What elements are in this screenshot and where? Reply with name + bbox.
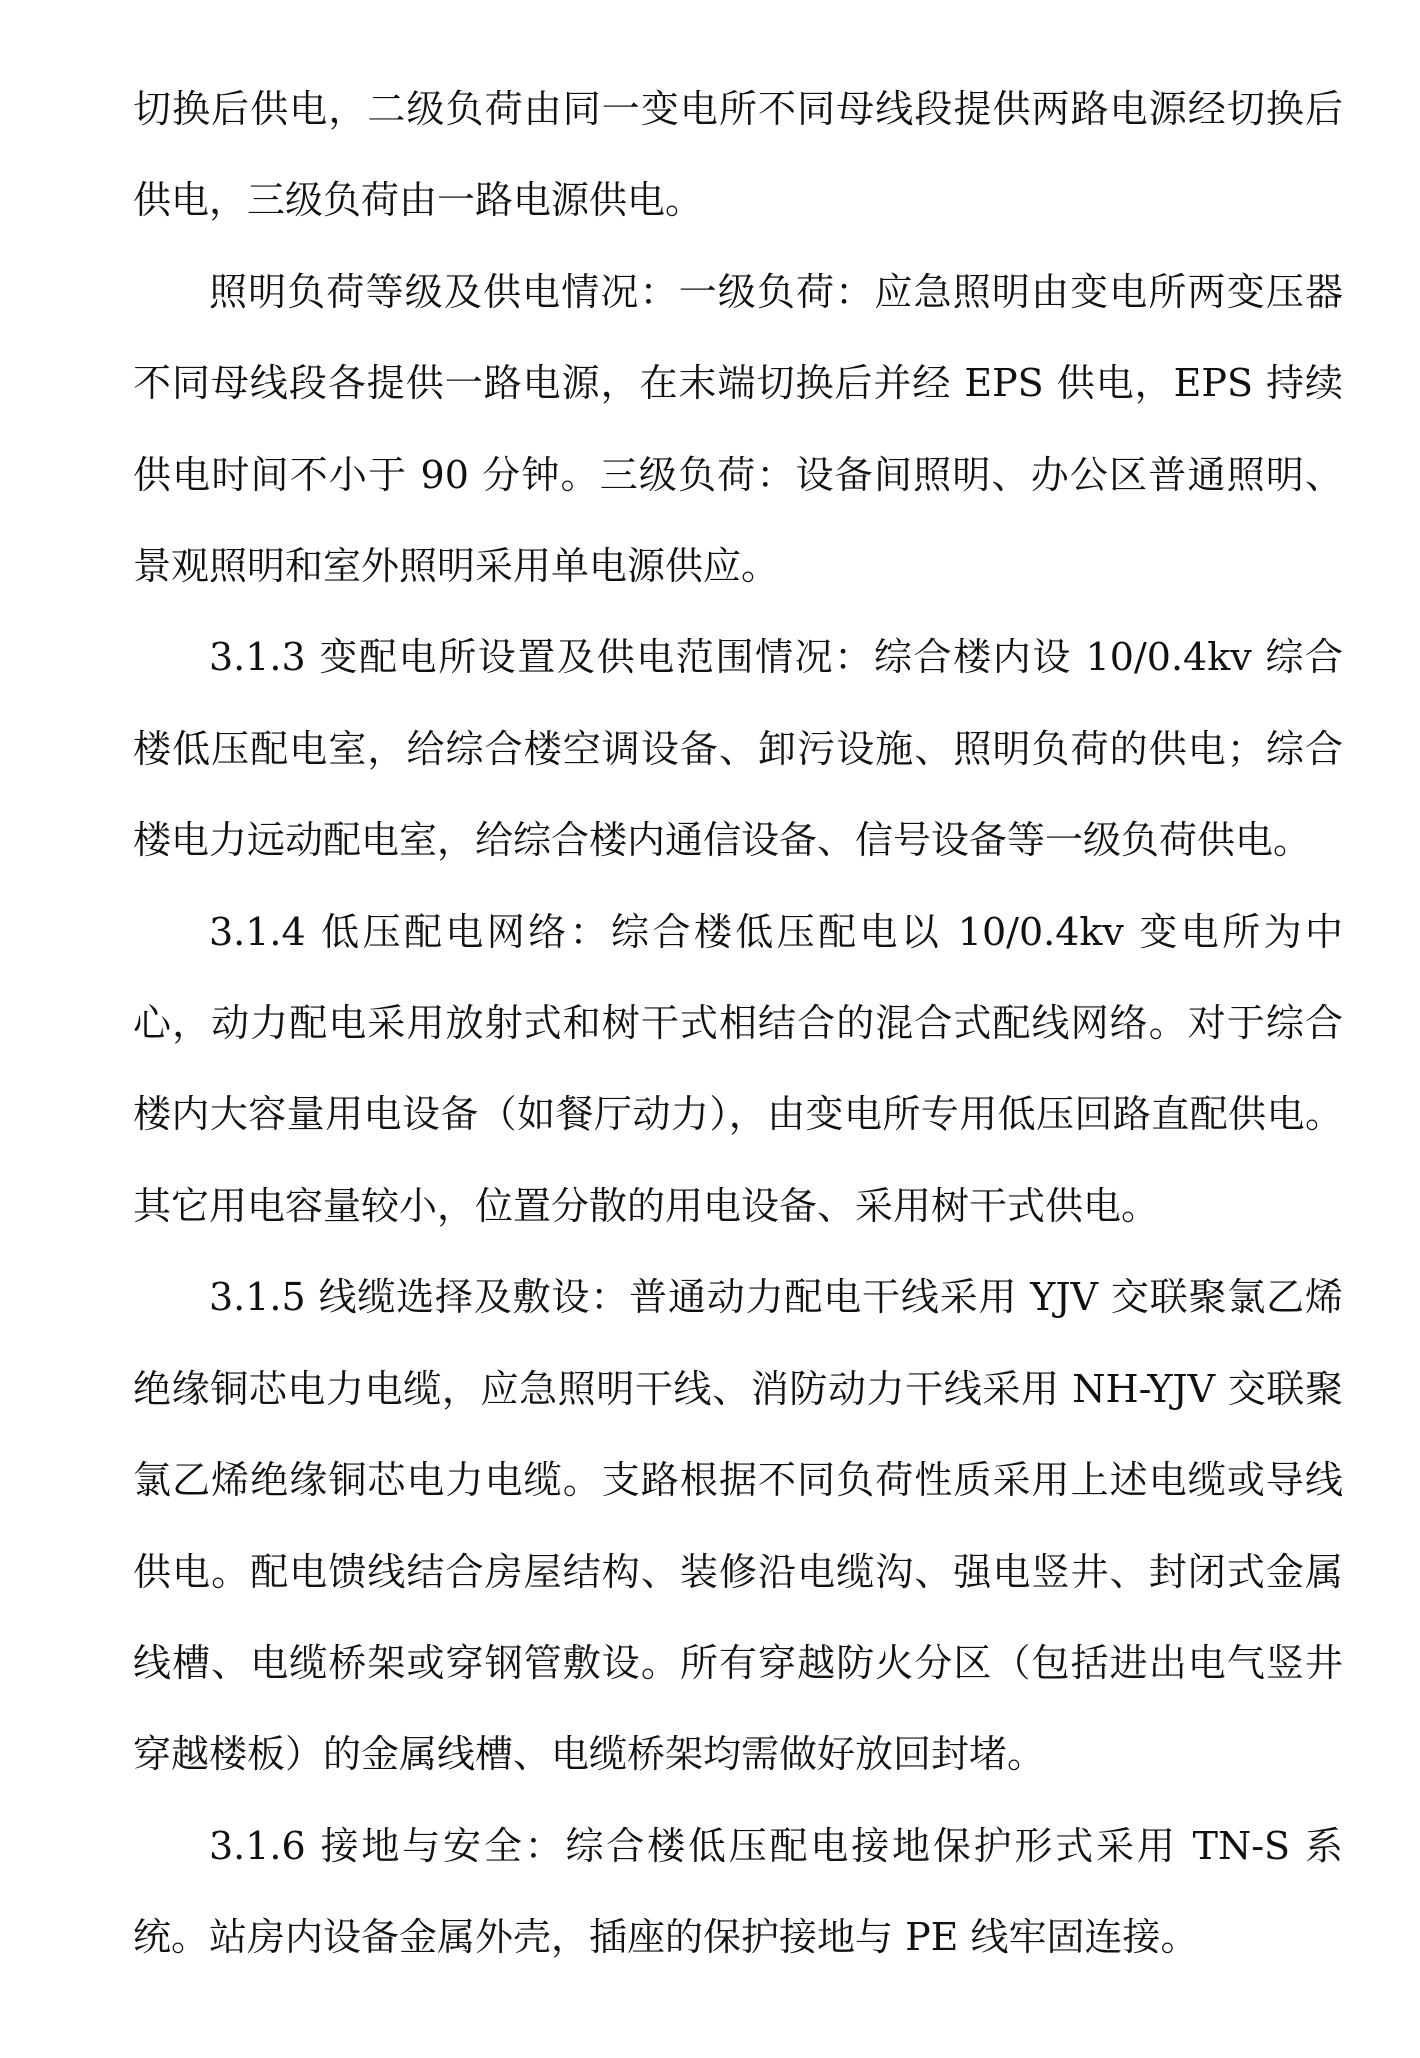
paragraph-3-1-3-substation: 3.1.3 变配电所设置及供电范围情况：综合楼内设 10/0.4kv 综合楼低压配电室，给综合楼空调设备、卸污设施、照明负荷的供电；综合楼电力远动配电室，给综合楼内通信设备、信号设备等一级负荷供电。	[133, 635, 1343, 863]
paragraph-3-1-5-cable-selection: 3.1.5 线缆选择及敷设：普通动力配电干线采用 YJV 交联聚氯乙烯绝缘铜芯电力电缆，应急照明干线、消防动力干线采用 NH-YJV 交联聚氯乙烯绝缘铜芯电力电缆。支路根据不同负荷性质采用上述电缆或导线供电。配电馈线结合房屋结构、装修沿电缆沟、强电竖井、封闭式金属线槽、电缆桥架或穿钢管敷设。所有穿越防火分区（包括进出电气竖井穿越楼板）的金属线槽、电缆桥架均需做好放回封堵。	[133, 1275, 1343, 1777]
document-page	[133, 64, 1343, 1984]
paragraph-3-1-6-grounding-safety: 3.1.6 接地与安全：综合楼低压配电接地保护形式采用 TN-S 系统。站房内设备金属外壳，插座的保护接地与 PE 线牢固连接。	[133, 1823, 1343, 1960]
paragraph-3-1-4-low-voltage-network: 3.1.4 低压配电网络：综合楼低压配电以 10/0.4kv 变电所为中心，动力配电采用放射式和树干式相结合的混合式配线网络。对于综合楼内大容量用电设备（如餐厅动力），由变电所专用低压回路直配供电。其它用电容量较小，位置分散的用电设备、采用树干式供电。	[133, 909, 1343, 1228]
paragraph-lighting-load-levels: 照明负荷等级及供电情况：一级负荷：应急照明由变电所两变压器不同母线段各提供一路电源，在末端切换后并经 EPS 供电，EPS 持续供电时间不小于 90 分钟。三级负荷：设备间照明、办公区普通照明、景观照明和室外照明采用单电源供应。	[133, 269, 1343, 589]
paragraph-power-supply-continuation: 切换后供电，二级负荷由同一变电所不同母线段提供两路电源经切换后供电，三级负荷由一路电源供电。	[133, 87, 1343, 223]
